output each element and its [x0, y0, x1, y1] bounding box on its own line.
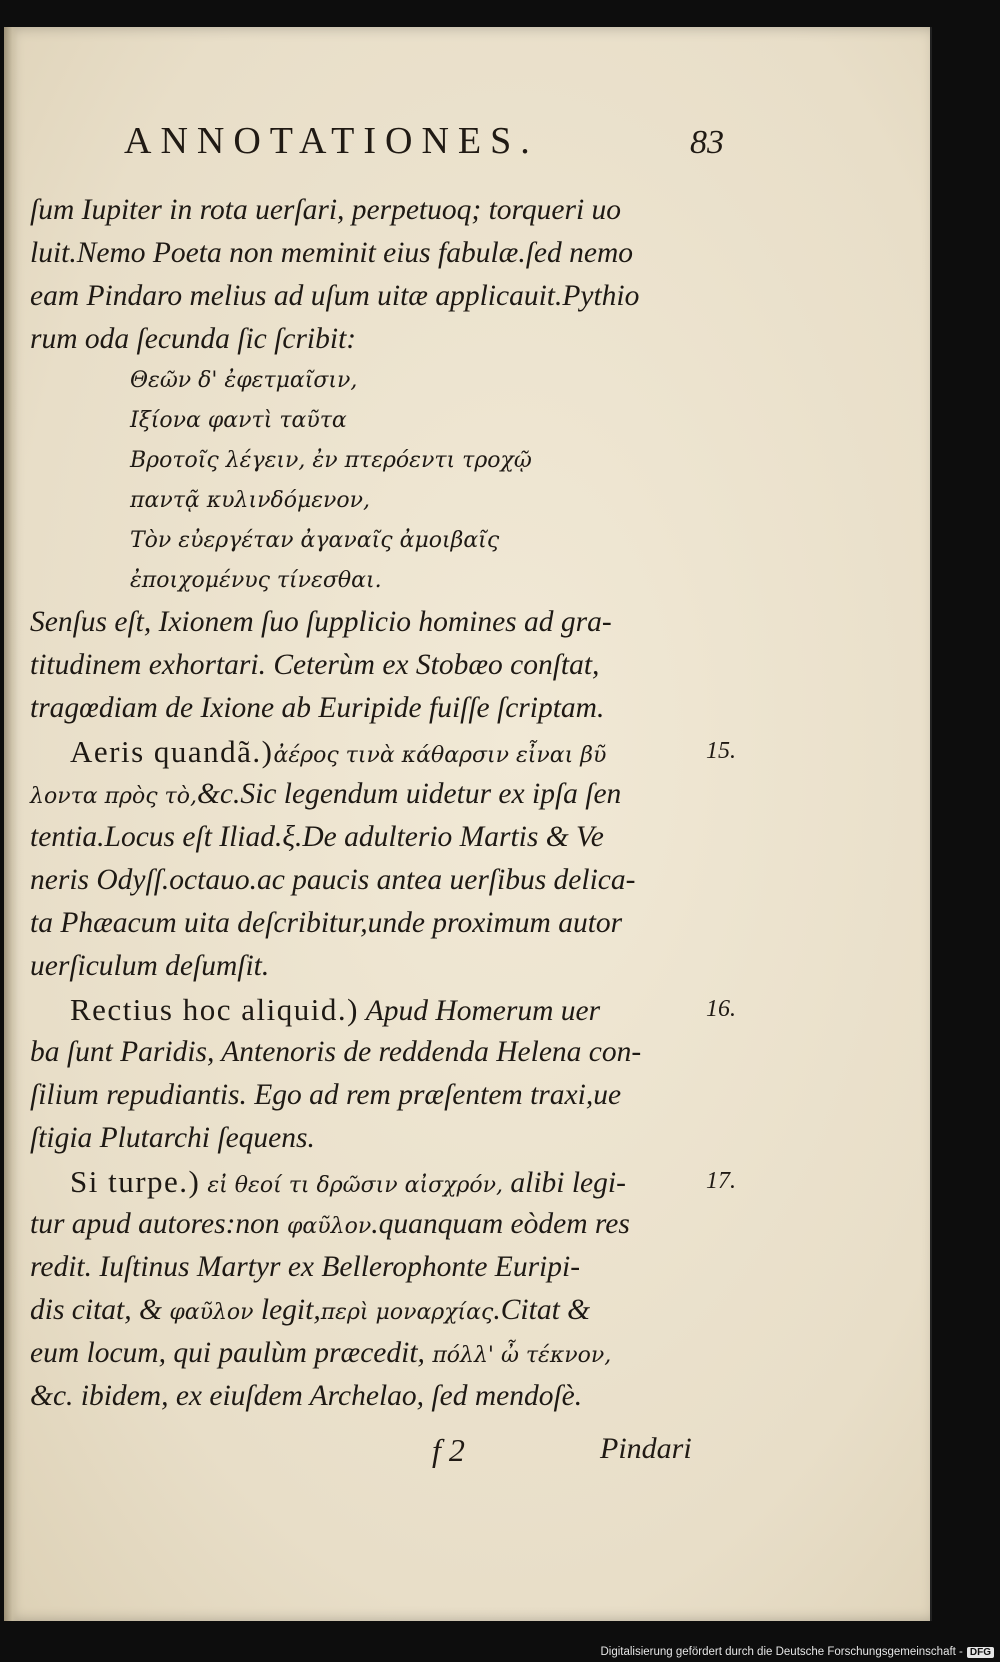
text-span: &c. ibidem, ex eiuſdem Archelao, ſed mendoſè. — [30, 1380, 583, 1412]
greek-text: περὶ μοναρχίας — [320, 1300, 494, 1325]
text-line — [30, 189, 710, 232]
text-line — [30, 318, 710, 361]
text-line — [30, 1246, 710, 1289]
digitization-credit — [600, 1646, 994, 1658]
text-line — [30, 1375, 710, 1418]
text-span: redit. Iuſtinus Martyr ex Bellerophonte Euripi- — [30, 1251, 581, 1283]
text-span: tragœdiam de Ixione ab Euripide fuiſſe ſcriptam. — [30, 692, 605, 724]
page-header — [124, 119, 724, 163]
text-span: παντᾷ κυλινδόμενον, — [130, 488, 371, 513]
text-span: tur apud autores:non — [30, 1208, 288, 1240]
lemma: Rectius hoc aliquid.) — [70, 992, 359, 1027]
greek-verse-line — [30, 521, 710, 561]
text-span: ſilium repudiantis. Ego ad rem præſentem traxi,ue — [30, 1079, 622, 1111]
text-line — [30, 232, 710, 275]
greek-text: λοντα πρὸς τὸ, — [30, 784, 197, 809]
text-line — [30, 601, 710, 644]
text-line — [30, 687, 710, 730]
text-span: rum oda ſecunda ſic ſcribit: — [30, 323, 357, 355]
text-span: alibi legi- — [503, 1167, 626, 1199]
dfg-logo: DFG — [967, 1647, 994, 1658]
text-span: uerſiculum deſumſit. — [30, 950, 270, 982]
greek-text: πόλλ' ὦ τέκνον, — [432, 1343, 612, 1368]
text-line — [30, 902, 710, 945]
text-span: legit, — [253, 1294, 321, 1326]
text-span: ſum Iupiter in rota uerſari, perpetuoq; torqueri uo — [30, 194, 622, 226]
greek-text: ἀέρος τινὰ κάθαρσιν εἶναι βῦ — [273, 743, 607, 768]
greek-verse-line — [30, 401, 710, 441]
text-line — [30, 730, 710, 773]
text-line — [30, 1332, 710, 1375]
text-span: tentia.Locus eſt Iliad.ξ.De adulterio Martis & Ve — [30, 821, 604, 853]
text-line — [30, 1289, 710, 1332]
greek-verse-line — [30, 561, 710, 601]
text-span: Senſus eſt, Ixionem ſuo ſupplicio homines ad gra- — [30, 606, 612, 638]
text-span: eum locum, qui paulùm præcedit, — [30, 1337, 433, 1369]
greek-text: φαῦλον — [287, 1214, 372, 1239]
text-span: ſtigia Plutarchi ſequens. — [30, 1122, 315, 1154]
lemma: Si turpe.) — [70, 1164, 201, 1199]
signature-mark: f 2 — [432, 1432, 465, 1468]
text-line — [30, 1117, 710, 1160]
lemma: Aeris quandã.) — [70, 734, 274, 769]
text-line — [30, 1074, 710, 1117]
text-span: titudinem exhortari. Ceterùm ex Stobæo conſtat, — [30, 649, 600, 681]
greek-text: φαῦλον — [169, 1300, 254, 1325]
text-span: Βροτοῖς λέγειν, ἐν πτερόεντι τροχῷ — [130, 448, 532, 473]
greek-verse-line — [30, 361, 710, 401]
greek-verse-line — [30, 481, 710, 521]
text-span: eam Pindaro melius ad uſum uitæ applicauit.Pythio — [30, 280, 640, 312]
text-span: Apud Homerum uer — [358, 995, 601, 1027]
text-line — [30, 275, 710, 318]
text-span: .Citat & — [493, 1294, 591, 1326]
credit-text: Digitalisierung gefördert durch die Deutsche Forschungsgemeinschaft - — [600, 1646, 963, 1658]
text-span: luit.Nemo Poeta non meminit eius fabulæ.ſed nemo — [30, 237, 634, 269]
page-gutter-shadow — [4, 27, 18, 1621]
margin-number: 17. — [706, 1168, 736, 1194]
text-line — [30, 644, 710, 687]
running-head: ANNOTATIONES. — [124, 120, 539, 162]
catchword: Pindari — [600, 1432, 692, 1465]
text-span: dis citat, & — [30, 1294, 170, 1326]
text-span: ta Phæacum uita deſcribitur,unde proximum autor — [30, 907, 623, 939]
text-line — [30, 945, 710, 988]
margin-number: 16. — [706, 996, 736, 1022]
text-line — [30, 773, 710, 816]
text-line — [30, 1203, 710, 1246]
text-span: neris Odyſſ.octauo.ac paucis antea uerſibus delica- — [30, 864, 636, 896]
text-span: Τὸν εὐεργέταν ἀγαναῖς ἀμοιβαῖς — [130, 528, 500, 553]
text-line — [30, 1031, 710, 1074]
text-body — [30, 189, 710, 1418]
text-span: &c.Sic legendum uidetur ex ipſa ſen — [196, 778, 622, 810]
text-line — [30, 1160, 710, 1203]
text-span: .quanquam eòdem res — [371, 1208, 630, 1240]
greek-verse-line — [30, 441, 710, 481]
greek-text: εἰ θεοί τι δρῶσιν αἰσχρόν, — [200, 1173, 504, 1198]
book-page — [4, 27, 932, 1621]
text-span: Ιξίονα φαντὶ ταῦτα — [130, 408, 347, 433]
folio-number: 83 — [690, 124, 724, 161]
text-line — [30, 859, 710, 902]
text-span: Θεῶν δ' ἐφετμαῖσιν, — [130, 368, 358, 393]
text-span: ba ſunt Paridis, Antenoris de reddenda Helena con- — [30, 1036, 642, 1068]
text-line — [30, 816, 710, 859]
text-span: ἐποιχομένυς τίνεσθαι. — [130, 568, 382, 593]
text-line — [30, 988, 710, 1031]
margin-number: 15. — [706, 738, 736, 764]
